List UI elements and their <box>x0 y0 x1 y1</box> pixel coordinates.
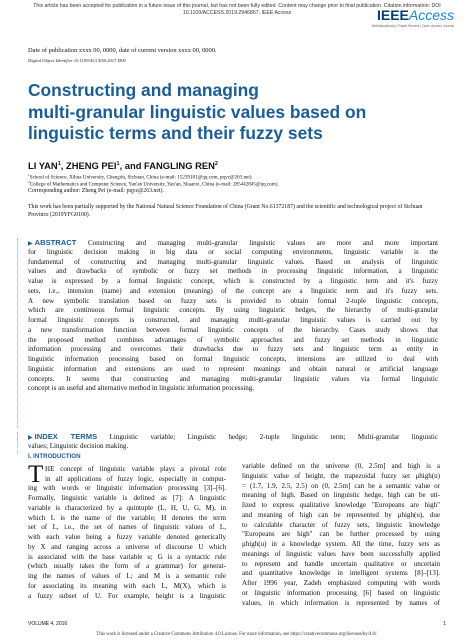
logo-tagline: Multidisciplinary | Rapid Review | Open Access Journal <box>371 24 454 28</box>
abstract-line: concept is an useful and alternative method in linguistic information processing. <box>28 384 255 393</box>
title-line: linguistic terms and their fuzzy sets <box>28 123 323 143</box>
index-margin-rule <box>17 432 19 454</box>
body-line: ing with words or linguistic information processing [3]–[6]. <box>28 484 226 493</box>
body-line: with each value being a fuzzy variable denoted generically <box>28 533 226 541</box>
funding-note: This work has been partially supported by the National Natural Science Foundation of China (Grant No.61372187) and the scientific and technological project of Sichuan Province (2019YFG0100). <box>28 204 423 218</box>
body-line: HE concept of linguistic variable plays a pivotal role <box>45 464 226 473</box>
logo-ieee-text: IEEE <box>376 7 409 23</box>
body-line: values, in which information is represented by names of <box>242 598 440 607</box>
index-terms-line: values; Linguistic decision making. <box>28 441 129 450</box>
abstract-line: fundamental of constructing and managing multi-granular linguistic values. Based on analysis of linguistic <box>28 257 438 266</box>
abstract-line: concepts. It seems that constructing and managing multi-granular linguistic values via formal linguistic <box>28 374 438 383</box>
abstract-line: the proposed method combines advantages of symbolic approaches and fuzzy set methods in linguistic <box>28 335 438 344</box>
body-line: for associating its meaning with each L, M(X), which is <box>28 581 226 590</box>
abstract-line: which are continuous formal linguistic concepts. By using linguistic hedges, the hierarchy of multi-granular <box>28 306 438 315</box>
paper-title <box>28 80 458 145</box>
left-column <box>28 452 226 601</box>
body-line: Formally, linguistic variable is defined as [7]: A linguistic <box>28 494 226 502</box>
abstract-line: a new transformation function between formal linguistic concepts of the hierarchy. Cases study shows that <box>28 325 438 334</box>
abstract-heading: ABSTRACT <box>34 238 77 247</box>
body-line: variable is characterized by a quintuple (L, H, U, G, M), in <box>28 503 226 512</box>
body-line: set of L, i.e., the set of names of linguistic values of L, <box>28 523 226 532</box>
author-name: , ZHENG PEI <box>60 160 117 171</box>
body-line: lized to express qualitative knowledge "Europeans are high" <box>242 501 440 509</box>
affiliation-mark: 1 <box>28 173 30 177</box>
body-line: a fuzzy subset of U. For example, height is a linguistic <box>28 591 226 600</box>
abstract-line: linguistic information processing based on formal linguistic concepts, intensions are utilized to deal with <box>28 355 438 363</box>
body-line: ing the names of values of L; and M is a semantic rule <box>28 572 226 580</box>
notice-doi: 10.1109/ACCESS.2019.2946867, IEEE Access <box>182 10 292 16</box>
body-line: meaning of high. Based on linguistic hedge, high can be uti- <box>242 491 440 500</box>
author-list <box>28 160 218 171</box>
abstract-line: information processing and overcomes their drawbacks due to fuzzy sets and linguistic term as entity in <box>28 345 438 354</box>
body-line: or linguistic information processing [6] based on linguistic <box>242 588 440 597</box>
abstract-line: A new symbolic translation based on fuzzy sets is provided to obtain formal 2-tuple linguistic concepts, <box>28 296 438 305</box>
author-affil-mark: 1 <box>57 160 61 167</box>
body-line: is associated with the base variable u; G is a syntactic rule <box>28 552 226 561</box>
page-number: 1 <box>443 621 446 627</box>
abstract-line: formal linguistic concepts is constructed, and managing multi-granular linguistic values is carried out by <box>28 316 438 324</box>
index-terms-line: Linguistic variable; Linguistic hedge; 2-tuple linguistic term; Multi-granular linguistic <box>109 433 438 441</box>
doi-identifier: Digital Object Identifier 10.1109/ACCESS.2017.DOI <box>28 58 126 63</box>
body-line: (which usually takes the form of a grammar) for generat- <box>28 562 226 571</box>
abstract-line: Constructing and managing multi-granular linguistic values are more and more important <box>87 239 438 247</box>
body-line: in all applications of fuzzy logic, especially in comput- <box>45 474 226 483</box>
body-line: meanings of linguistic values have been successfully applied <box>242 549 440 558</box>
body-line: μhigh(u) in a knowledge system. All the time, fuzzy sets as <box>242 540 440 548</box>
abstract-line: linguistic information and extensions are used to represent meanings and obtain natural or artificial language <box>28 364 438 373</box>
index-terms <box>28 432 438 452</box>
section-heading: I. INTRODUCTION <box>28 453 81 460</box>
abstract-margin-rule <box>17 238 19 428</box>
title-line: multi-granular linguistic values based on <box>28 101 367 122</box>
body-line: = (1.7, 1.9, 2.5, 2.5) on (0, 2.5m] can be a semantic value or <box>242 481 440 490</box>
abstract-line: values and drawbacks of symbolic or fuzzy set methods in processing linguistic information, a linguistic <box>28 267 438 276</box>
notice-text: This article has been accepted for publication in a future issue of this journal, but has not been fully edited. Content may change prior to final publication. Citation information: DOI <box>33 3 441 9</box>
volume-label: VOLUME 4, 2016 <box>28 621 68 627</box>
corresponding-author: Corresponding author: Zheng Pei (e-mail: pqyz@263.net). <box>28 188 164 194</box>
author-name: , and FANGLING REN <box>119 160 215 171</box>
license-notice: This work is licensed under a Creative Commons Attribution 4.0 License. For more information, see https://creativecommons.org/licenses/by/4.0/. <box>96 632 378 637</box>
drop-cap: T <box>28 460 44 488</box>
logo-access-text: Access <box>408 7 454 23</box>
body-line: "Europeans are high" can be further processed by using <box>242 530 440 539</box>
body-line: After 1996 year, Zadeh emphasized computing with words <box>242 579 440 587</box>
body-line: to calculable character of fuzzy sets, linguistic knowledge <box>242 520 440 529</box>
body-line: linguistic value of height, the trapezoidal fuzzy set μhigh(u) <box>242 471 440 480</box>
body-line: and quantitative knowledge in intelligent systems [8]–[13]. <box>242 569 440 578</box>
affiliation <box>28 179 279 188</box>
abstract-line: value is expressed by a formal linguistic concept, which is constructed by a linguistic term and it's fuzzy <box>28 277 438 285</box>
title-line: Constructing and managing <box>28 80 259 100</box>
triangle-bullet-icon: ▶ <box>28 435 33 441</box>
abstract-line: sets, i.e., intension (name) and extension (meaning) of the concept are a linguistic term and it's fuzzy sets. <box>28 286 438 295</box>
right-column <box>242 462 440 608</box>
index-terms-heading: INDEX TERMS <box>34 432 98 441</box>
body-line: which L is the name of the variable; H denotes the term <box>28 513 226 522</box>
abstract-line: for linguistic decision making in big data or social computing environments, linguistic variable is the <box>28 247 438 256</box>
ieee-access-logo <box>372 8 454 28</box>
triangle-bullet-icon: ▶ <box>28 241 33 247</box>
body-line: variable defined on the universe (0, 2.5m] and high is a <box>242 462 440 470</box>
affiliation-text: School of Science, Xihua University, Chengdu, Sichuan, China (e-mail: 15239181@qq.com, pqyz@263.net). <box>29 174 253 181</box>
affiliation-text: College of Mathematics and Computer Science, Yan'an University, Yan'an, Shaanxi, China (e-mail: 285442845@qq.com). <box>29 181 279 188</box>
body-line: by X and ranging across a universe of discourse U which <box>28 542 226 551</box>
publication-date: Date of publication xxxx 00, 0000, date of current version xxxx 00, 0000. <box>28 47 217 54</box>
affiliation-mark: 2 <box>28 180 30 184</box>
author-name: LI YAN <box>28 160 58 171</box>
author-affil-mark: 1 <box>116 160 120 167</box>
author-affil-mark: 2 <box>214 160 218 167</box>
body-line: to represent and handle uncertain qualitative or uncertain <box>242 559 440 568</box>
body-line: and meaning of high can be represented by μhigh(u), due <box>242 510 440 519</box>
abstract <box>28 238 438 394</box>
